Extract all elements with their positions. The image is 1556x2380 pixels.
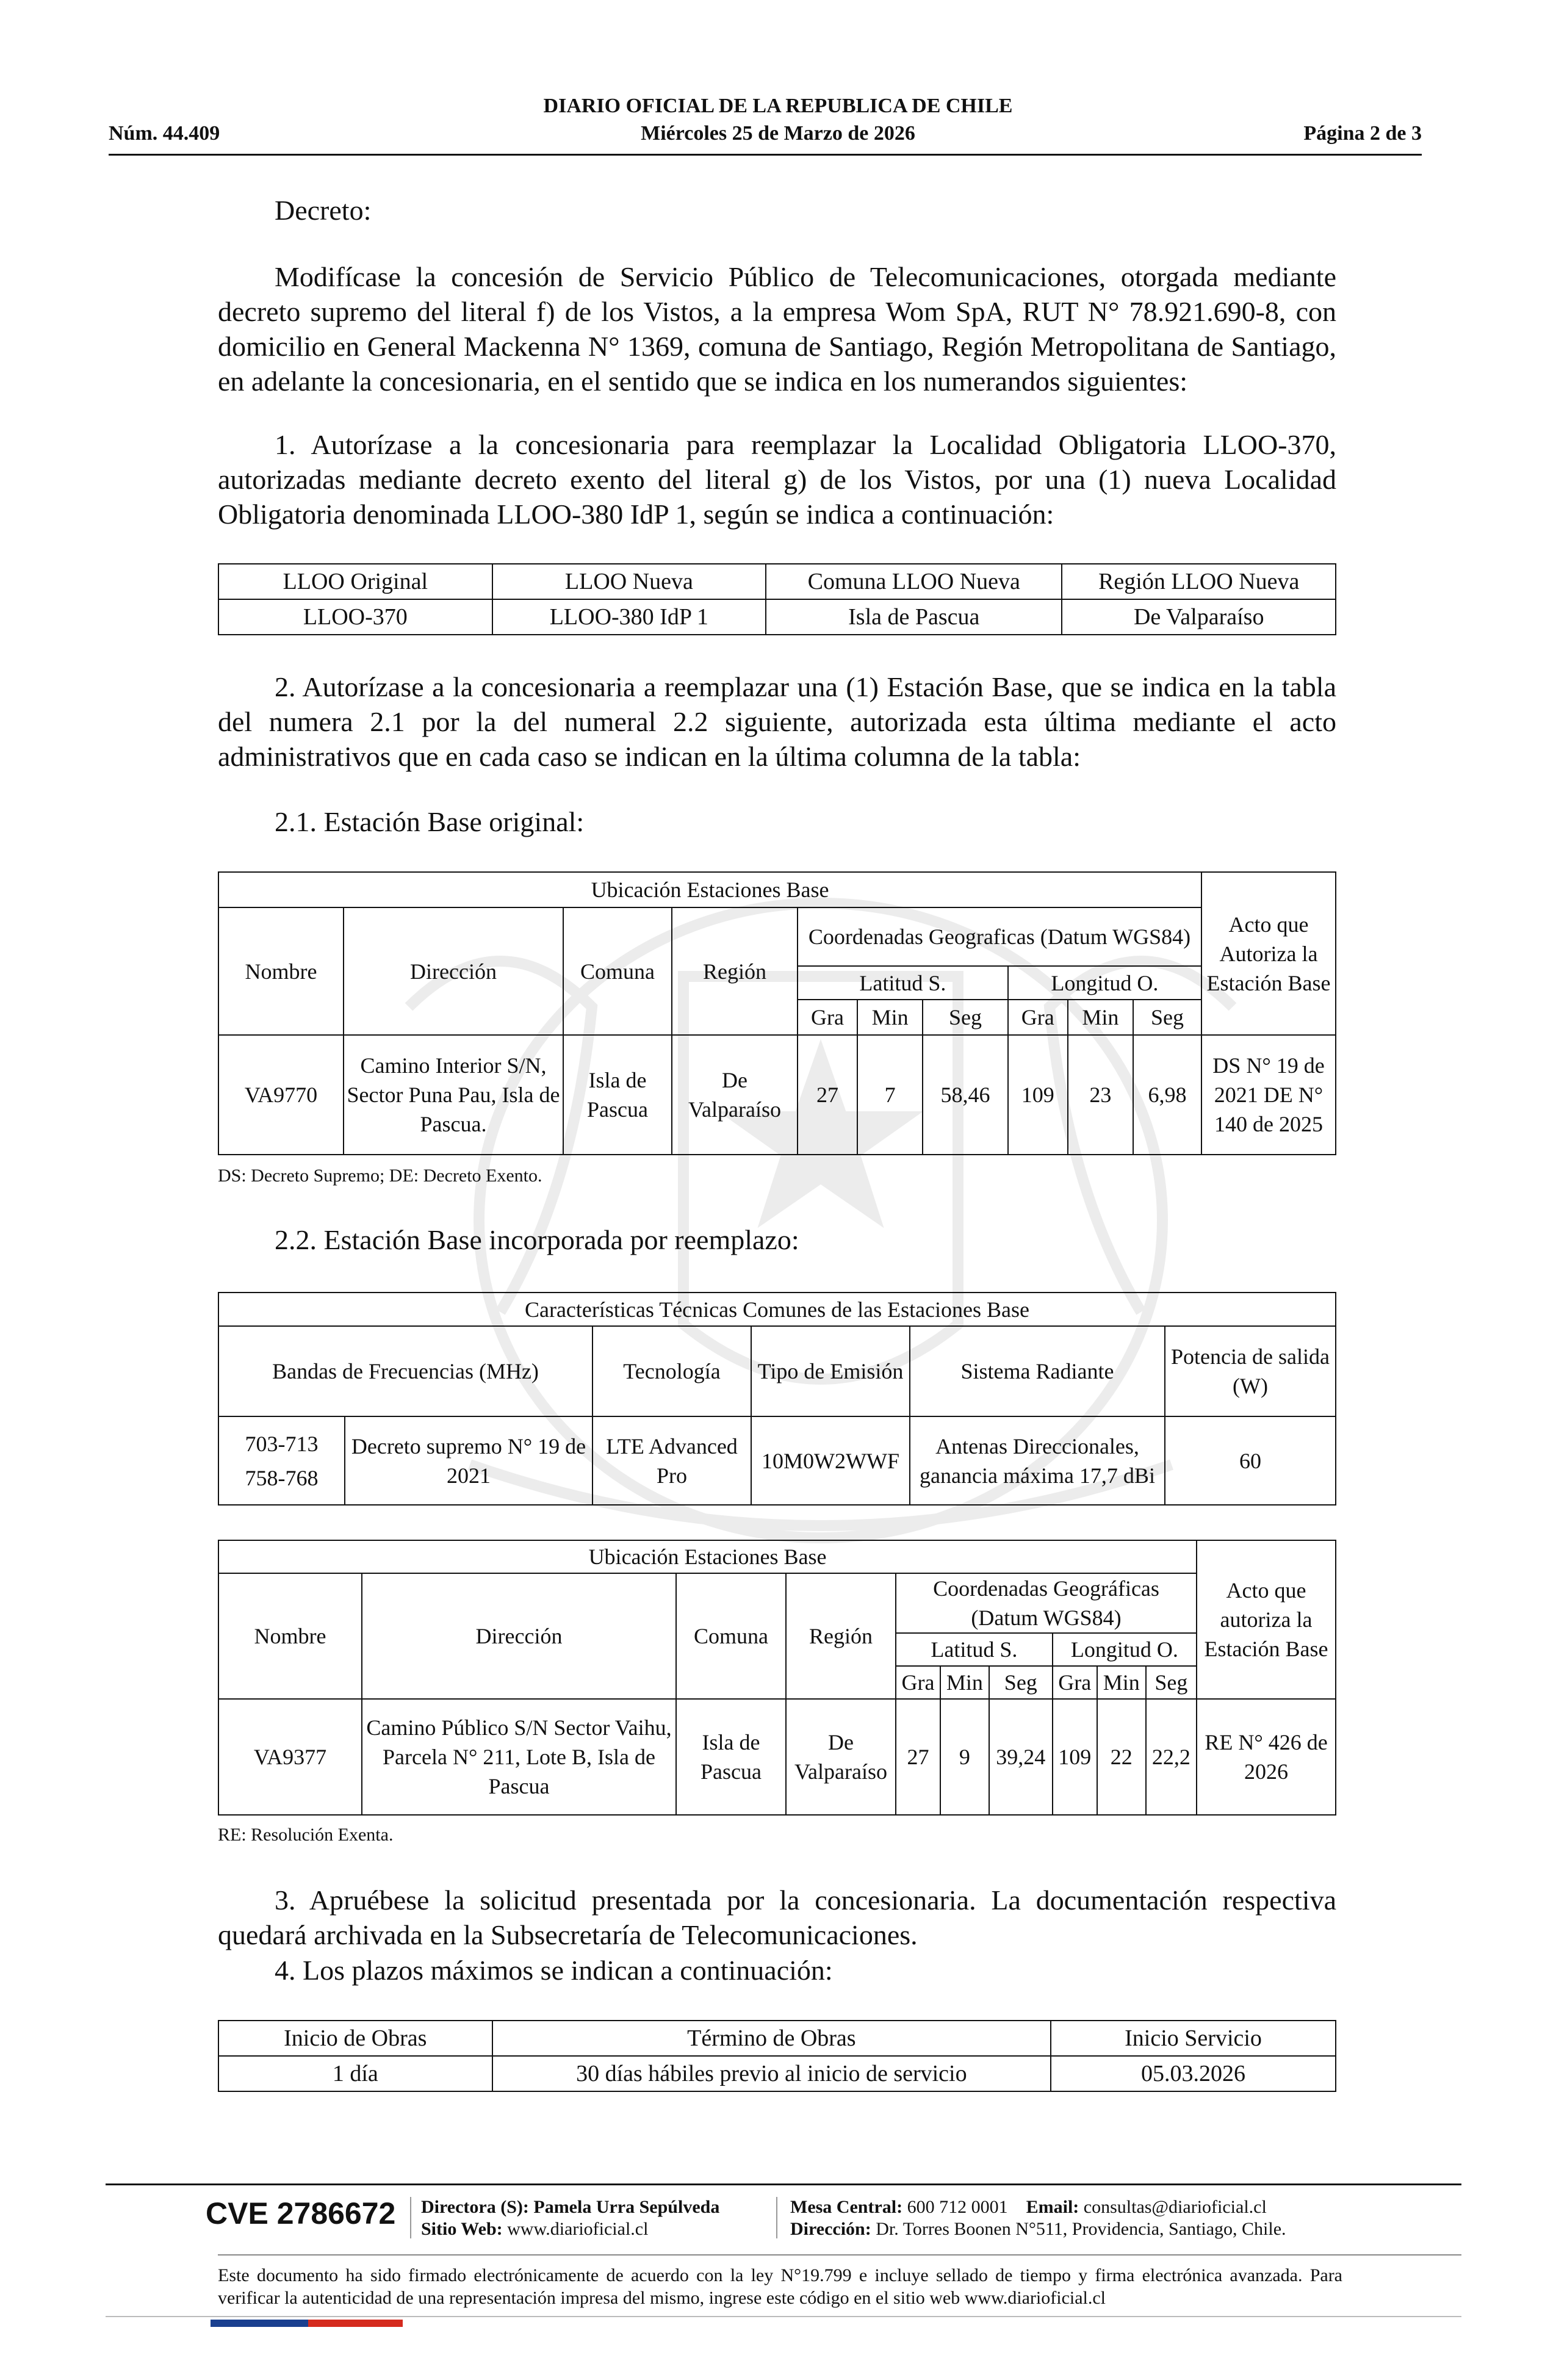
cve-code: CVE 2786672 [206,2196,396,2230]
subsection-2-2: 2.2. Estación Base incorporada por reemplazo: [275,1224,799,1255]
lon-min-cell: 22 [1097,1699,1146,1815]
lon-gra-header: Gra [1008,1000,1068,1035]
coords-header: Coordenadas Geográficas (Datum WGS84) [896,1573,1197,1633]
mesa-central-label: Mesa Central: [790,2197,903,2217]
region-header: Región [786,1573,896,1699]
directora-info: Directora (S): Pamela Urra Sepúlveda [421,2197,720,2217]
nombre-cell: VA9770 [218,1035,344,1155]
lon-seg-cell: 6,98 [1133,1035,1201,1155]
banda-2: 758-768 [245,1465,319,1490]
table-header-cell: LLOO Nueva [492,564,766,599]
sistema-radiante-header: Sistema Radiante [910,1326,1165,1416]
banda-1: 703-713 [245,1431,319,1456]
email-link[interactable]: consultas@diarioficial.cl [1083,2197,1267,2217]
table-header-cell: Región LLOO Nueva [1062,564,1336,599]
contact-info [790,2197,1267,2218]
table-row [218,2056,1336,2091]
table-group-header: Ubicación Estaciones Base [218,1540,1197,1573]
table-row [218,599,1336,635]
intro-paragraph: Modifícase la concesión de Servicio Público de Telecomunicaciones, otorgada mediante decreto supremo del literal f) de los Vistos, a la empresa Wom SpA, RUT N° 78.921.690-8, con domicilio en General Mackenna N° 1369, comuna de Santiago, Región Metropolitana de Santiago, en adelante la concesionaria, en el sentido que se indica en los numerandos siguientes: [218,261,1336,397]
table-footnote: RE: Resolución Exenta. [218,1825,394,1845]
item-4-paragraph: 4. Los plazos máximos se indican a continuación: [275,1955,833,1986]
acto-header: Acto que autoriza la Estación Base [1197,1540,1336,1699]
bandas-cell [218,1416,345,1505]
lat-gra-header: Gra [798,1000,857,1035]
issue-date: Miércoles 25 de Marzo de 2026 [641,122,915,145]
lon-gra-header: Gra [1053,1666,1097,1699]
footer-separator [410,2197,411,2238]
lon-min-cell: 23 [1068,1035,1133,1155]
nombre-cell: VA9377 [218,1699,362,1815]
lon-min-header: Min [1097,1666,1146,1699]
potencia-cell: 60 [1165,1416,1336,1505]
lat-min-cell: 9 [940,1699,989,1815]
table-row [218,1699,1336,1815]
table-group-header: Ubicación Estaciones Base [218,872,1201,907]
coords-header: Coordenadas Geograficas (Datum WGS84) [798,907,1201,966]
footer-separator [776,2197,777,2238]
lat-gra-header: Gra [896,1666,940,1699]
region-cell: De Valparaíso [672,1035,798,1155]
plazos-table [218,2020,1336,2092]
item-2-paragraph: 2. Autorízase a la concesionaria a reemplazar una (1) Estación Base, que se indica en la tabla del numera 2.1 por la del numeral 2.2 siguiente, autorizada esta última mediante el acto administrativos que en cada caso se indican en la última columna de la tabla: [218,671,1336,772]
table-cell: 1 día [218,2056,492,2091]
header-divider [109,154,1422,156]
sitio-web-link[interactable]: www.diarioficial.cl [507,2219,649,2239]
table-cell: Isla de Pascua [766,599,1062,635]
comuna-cell: Isla de Pascua [676,1699,786,1815]
table-cell: De Valparaíso [1062,599,1336,635]
newspaper-title: DIARIO OFICIAL DE LA REPUBLICA DE CHILE [543,95,1013,117]
footer-divider [218,2254,1461,2256]
acto-header: Acto que Autoriza la Estación Base [1201,872,1336,1035]
technical-characteristics-table [218,1292,1336,1506]
lat-seg-header: Seg [989,1666,1053,1699]
mesa-central-value: 600 712 0001 [907,2197,1008,2217]
lat-gra-cell: 27 [798,1035,857,1155]
acto-cell: DS N° 19 de 2021 DE N° 140 de 2025 [1201,1035,1336,1155]
issue-number: Núm. 44.409 [109,122,220,145]
direccion-label: Dirección: [790,2219,871,2239]
lon-seg-cell: 22,2 [1146,1699,1197,1815]
comuna-header: Comuna [563,907,672,1035]
table-group-header: Características Técnicas Comunes de las Estaciones Base [218,1293,1336,1326]
region-header: Región [672,907,798,1035]
lloo-table [218,563,1336,635]
table-header-cell: Inicio de Obras [218,2021,492,2056]
lat-seg-cell: 39,24 [989,1699,1053,1815]
lat-gra-cell: 27 [896,1699,940,1815]
lon-gra-cell: 109 [1008,1035,1068,1155]
table-header-cell: LLOO Original [218,564,492,599]
tipo-emision-cell: 10M0W2WWF [751,1416,910,1505]
direccion-value: Dr. Torres Boonen N°511, Providencia, Santiago, Chile. [876,2219,1286,2239]
table-row [218,1035,1336,1155]
new-station-table [218,1540,1336,1816]
sitio-web-label: Sitio Web: [421,2219,503,2239]
flag-stripe-blue [211,2320,308,2327]
lon-min-header: Min [1068,1000,1133,1035]
original-station-table [218,871,1336,1155]
decreto-cell: Decreto supremo N° 19 de 2021 [345,1416,593,1505]
region-cell: De Valparaíso [786,1699,896,1815]
longitude-header: Longitud O. [1008,966,1201,1000]
tecnologia-header: Tecnología [593,1326,751,1416]
latitude-header: Latitud S. [896,1633,1053,1666]
flag-stripe-red [308,2320,403,2327]
direccion-header: Dirección [362,1573,676,1699]
latitude-header: Latitud S. [798,966,1008,1000]
direccion-cell: Camino Público S/N Sector Vaihu, Parcela N° 211, Lote B, Isla de Pascua [362,1699,676,1815]
lon-seg-header: Seg [1146,1666,1197,1699]
footer-divider [106,2316,1461,2317]
sistema-radiante-cell: Antenas Direccionales, ganancia máxima 17,7 dBi [910,1416,1165,1505]
bandas-header: Bandas de Frecuencias (MHz) [218,1326,593,1416]
direccion-cell: Camino Interior S/N, Sector Puna Pau, Isla de Pascua. [344,1035,563,1155]
address-info [790,2219,1286,2240]
comuna-header: Comuna [676,1573,786,1699]
tipo-emision-header: Tipo de Emisión [751,1326,910,1416]
lon-seg-header: Seg [1133,1000,1201,1035]
decreto-heading: Decreto: [275,195,372,226]
sitio-web-info [421,2219,648,2240]
table-header-cell: Comuna LLOO Nueva [766,564,1062,599]
lat-min-header: Min [940,1666,989,1699]
lon-gra-cell: 109 [1053,1699,1097,1815]
item-3-paragraph: 3. Apruébese la solicitud presentada por la concesionaria. La documentación respectiva quedará archivada en la Subsecretaría de Telecomunicaciones. [218,1884,1336,1950]
longitude-header: Longitud O. [1053,1633,1197,1666]
table-cell: 05.03.2026 [1051,2056,1336,2091]
lat-seg-cell: 58,46 [923,1035,1007,1155]
direccion-header: Dirección [344,907,563,1035]
page-number: Página 2 de 3 [1303,122,1422,145]
lat-min-cell: 7 [857,1035,923,1155]
acto-cell: RE N° 426 de 2026 [1197,1699,1336,1815]
table-footnote: DS: Decreto Supremo; DE: Decreto Exento. [218,1166,542,1186]
comuna-cell: Isla de Pascua [563,1035,672,1155]
nombre-header: Nombre [218,907,344,1035]
lat-seg-header: Seg [923,1000,1007,1035]
nombre-header: Nombre [218,1573,362,1699]
table-header-cell: Término de Obras [492,2021,1051,2056]
potencia-header: Potencia de salida (W) [1165,1326,1336,1416]
table-header-cell: Inicio Servicio [1051,2021,1336,2056]
legal-notice: Este documento ha sido firmado electrónicamente de acuerdo con la ley N°19.799 e incluye sellado de tiempo y firma electrónica avanzada. Para verificar la autenticidad de una representación impresa del mismo, ingrese este código en el sitio web www.diarioficial.cl [218,2265,1342,2308]
table-cell: LLOO-370 [218,599,492,635]
email-label: Email: [1026,2197,1079,2217]
footer-divider [106,2183,1461,2185]
tecnologia-cell: LTE Advanced Pro [593,1416,751,1505]
table-header-row [218,564,1336,599]
lat-min-header: Min [857,1000,923,1035]
table-cell: LLOO-380 IdP 1 [492,599,766,635]
table-row [218,1416,1336,1505]
item-1-paragraph: 1. Autorízase a la concesionaria para reemplazar la Localidad Obligatoria LLOO-370, autorizadas mediante decreto exento del literal g) de los Vistos, por una (1) nueva Localidad Obligatoria denominada LLOO-380 IdP 1, según se indica a continuación: [218,429,1336,530]
table-cell: 30 días hábiles previo al inicio de servicio [492,2056,1051,2091]
subsection-2-1: 2.1. Estación Base original: [275,806,585,837]
table-header-row [218,2021,1336,2056]
